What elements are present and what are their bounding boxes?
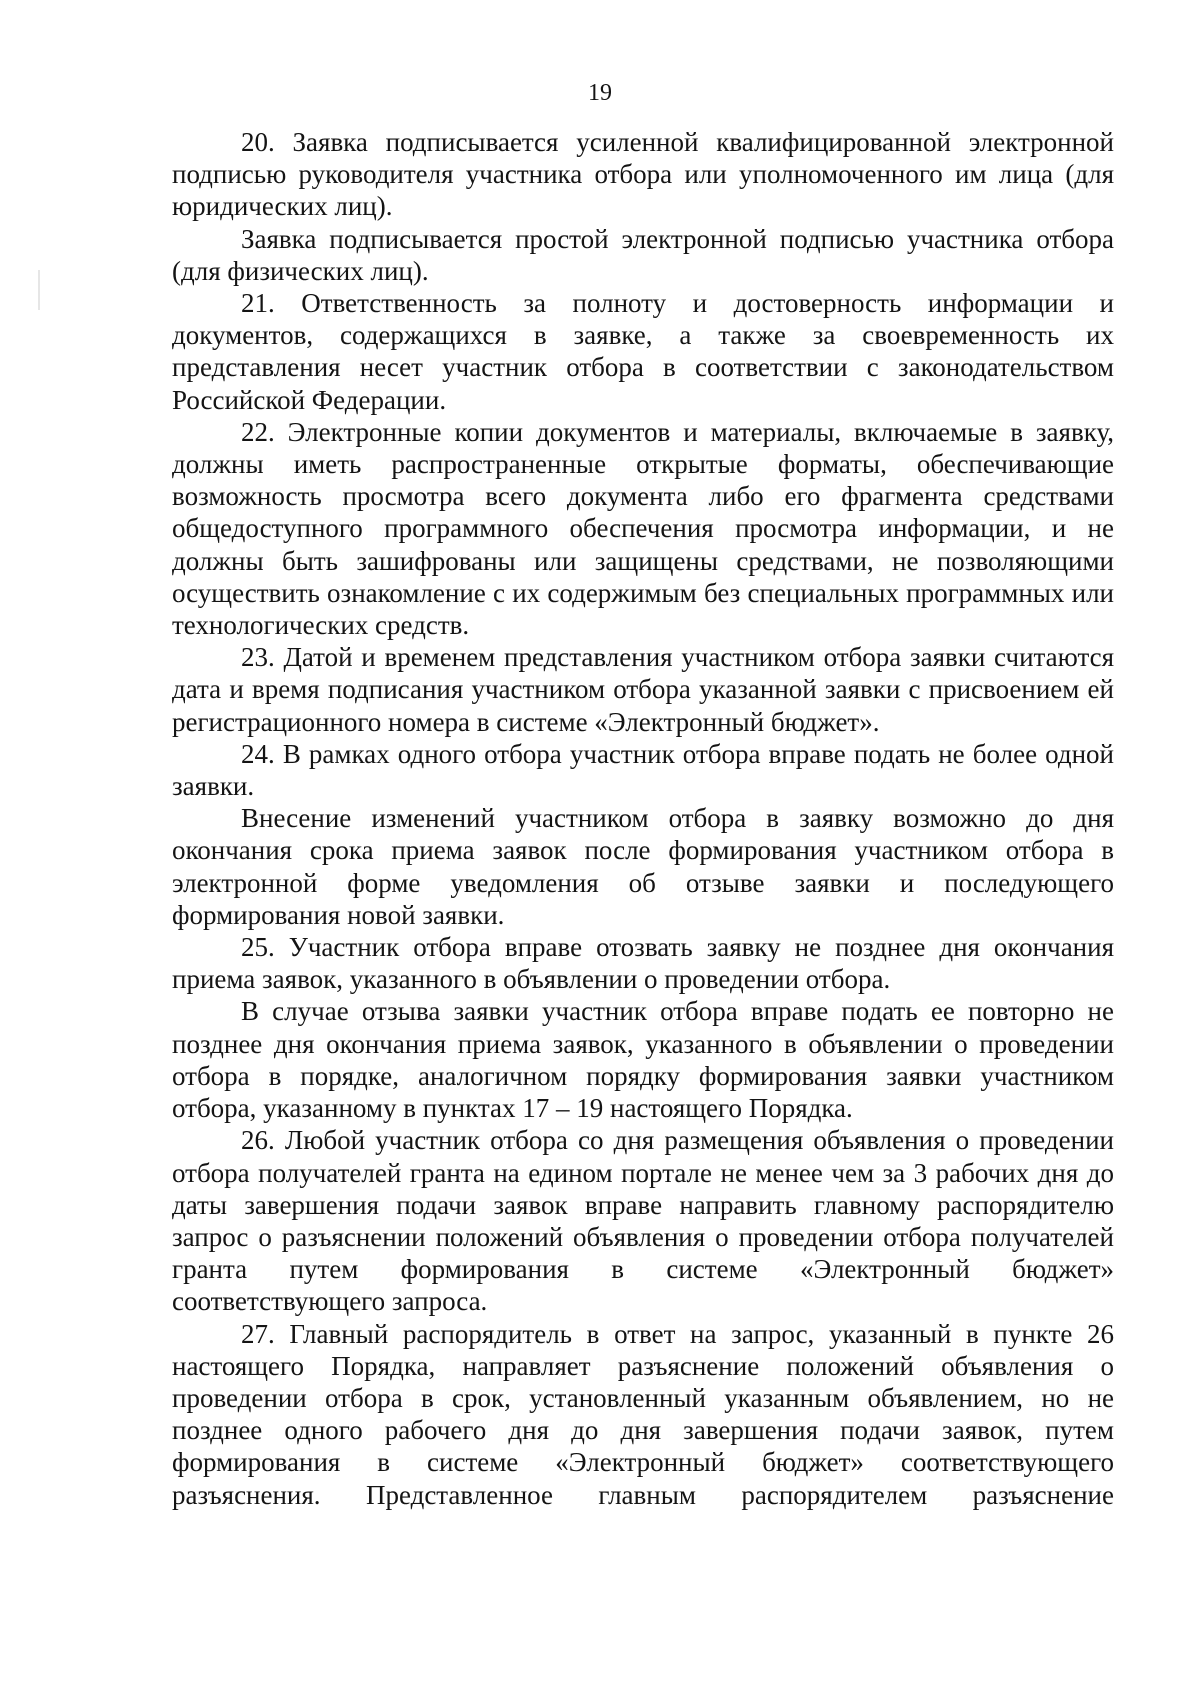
paragraph-27: 27. Главный распорядитель в ответ на запрос, указанный в пункте 26 настоящего Порядка, направляет разъяснение положений объявления о проведении отбора в срок, установленный указанным объявлением, но не позднее одного рабочего дня до дня завершения подачи заявок, путем формирования в системе «Электронный бюджет» соответствующего разъяснения. Представленное главным распорядителем разъяснение [172, 1318, 1114, 1510]
document-body [172, 126, 1114, 1511]
paragraph-26: 26. Любой участник отбора со дня размещения объявления о проведении отбора получателей гранта на едином портале не менее чем за 3 рабочих дня до даты завершения подачи заявок вправе направить главному распорядителю запрос о разъяснении положений объявления о проведении отбора получателей гранта путем формирования в системе «Электронный бюджет» соответствующего запроса. [172, 1125, 1114, 1317]
paragraph-24: 24. В рамках одного отбора участник отбора вправе подать не более одной заявки. [172, 738, 1114, 802]
paragraph-24-continued: Внесение изменений участником отбора в заявку возможно до дня окончания срока приема заявок после формирования участником отбора в электронной форме уведомления об отзыве заявки и последующего формирования новой заявки. [172, 803, 1114, 930]
paragraph-22: 22. Электронные копии документов и материалы, включаемые в заявку, должны иметь распространенные открытые форматы, обеспечивающие возможность просмотра всего документа либо его фрагмента средствами общедоступного программного обеспечения просмотра информации, и не должны быть зашифрованы или защищены средствами, не позволяющими осуществить ознакомление с их содержимым без специальных программных или технологических средств. [172, 416, 1114, 641]
paragraph-23: 23. Датой и временем представления участником отбора заявки считаются дата и время подписания участником отбора указанной заявки с присвоением ей регистрационного номера в системе «Электронный бюджет». [172, 642, 1114, 737]
scan-artifact-line [38, 270, 40, 310]
paragraph-20-continued: Заявка подписывается простой электронной подписью участника отбора (для физических лиц). [172, 223, 1114, 286]
paragraph-20: 20. Заявка подписывается усиленной квалифицированной электронной подписью руководителя участника отбора или уполномоченного им лица (для юридических лиц). [172, 127, 1114, 222]
paragraph-25: 25. Участник отбора вправе отозвать заявку не позднее дня окончания приема заявок, указанного в объявлении о проведении отбора. [172, 932, 1114, 995]
paragraph-25-continued: В случае отзыва заявки участник отбора вправе подать ее повторно не позднее дня окончания приема заявок, указанного в объявлении о проведении отбора в порядке, аналогичном порядку формирования заявки участником отбора, указанному в пунктах 17 – 19 настоящего Порядка. [172, 996, 1114, 1124]
page-number: 19 [588, 80, 612, 106]
paragraph-21: 21. Ответственность за полноту и достоверность информации и документов, содержащихся в заявке, а также за своевременность их представления несет участник отбора в соответствии с законодательством Российской Федерации. [172, 288, 1114, 415]
